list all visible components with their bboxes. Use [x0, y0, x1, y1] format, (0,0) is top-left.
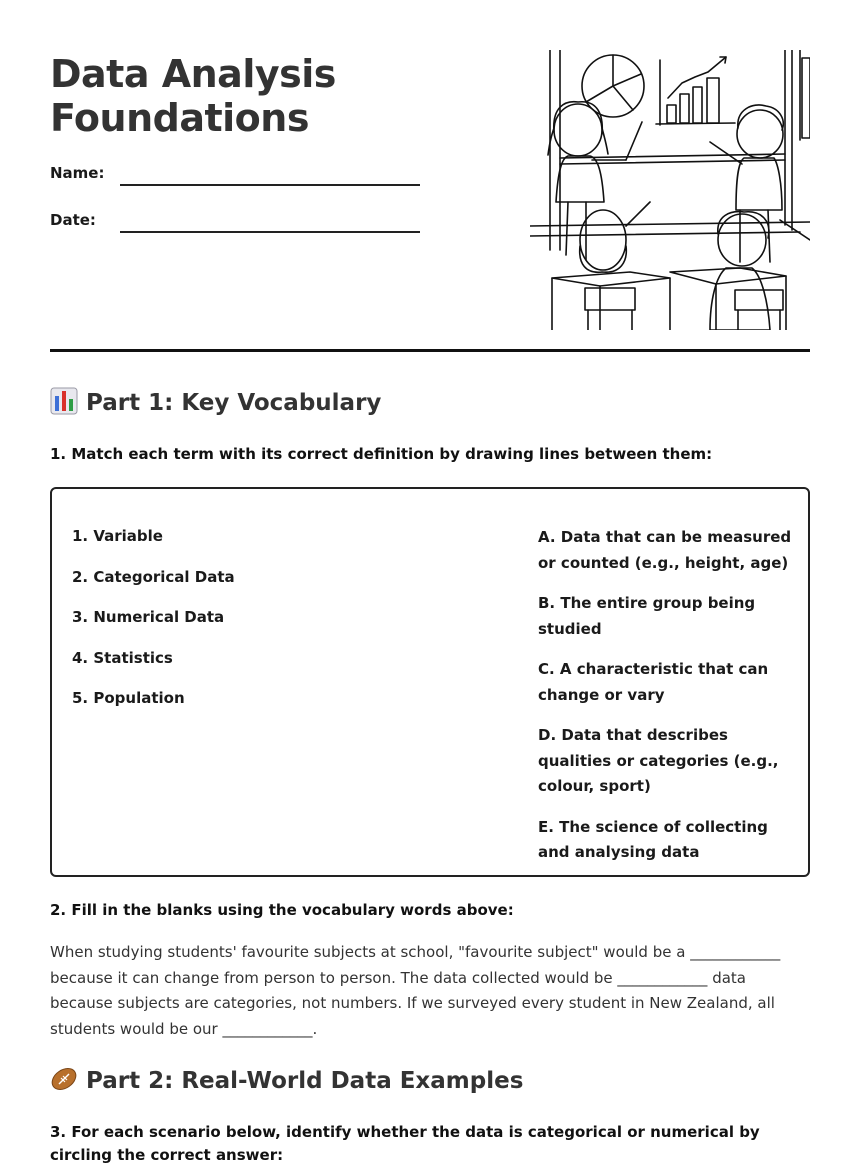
term-item[interactable]: 1. Variable: [72, 527, 163, 545]
term-item[interactable]: 3. Numerical Data: [72, 608, 225, 626]
part1-title: Part 1: Key Vocabulary: [86, 390, 382, 416]
term-item[interactable]: 2. Categorical Data: [72, 567, 235, 586]
definition-item[interactable]: B. The entire group being studied: [538, 594, 756, 638]
worksheet-title: [50, 52, 430, 140]
date-field[interactable]: [50, 211, 430, 241]
name-field[interactable]: [50, 164, 430, 194]
bar-chart-icon: [50, 387, 78, 415]
title-line-2: Foundations: [50, 96, 309, 140]
question-1: 1. Match each term with its correct definition by drawing lines between them:: [50, 445, 713, 463]
term-item[interactable]: 4. Statistics: [72, 648, 173, 667]
part1-heading: [50, 387, 381, 419]
fill-in-paragraph: When studying students' favourite subjects at school, "favourite subject" would be a ____________ because it can change from person to person. The data collected would be ____________ data because subjects are categories, not numbers. If we surveyed every student in New Zealand, all students would be our ____________.: [50, 943, 781, 1038]
classroom-illustration: [530, 50, 810, 330]
rugby-ball-icon: [50, 1065, 78, 1093]
date-label: Date:: [50, 211, 96, 229]
definition-item[interactable]: D. Data that describes qualities or categories (e.g., colour, sport): [538, 726, 779, 795]
matching-box: [50, 487, 810, 877]
definition-item[interactable]: E. The science of collecting and analysing data: [538, 817, 768, 861]
name-line[interactable]: [120, 184, 420, 186]
date-line[interactable]: [120, 231, 420, 233]
header-divider: [50, 349, 810, 352]
question-2: 2. Fill in the blanks using the vocabulary words above:: [50, 901, 514, 919]
definition-item[interactable]: A. Data that can be measured or counted (e.g., height, age): [538, 528, 792, 572]
term-item[interactable]: 5. Population: [72, 689, 185, 707]
part2-heading: [50, 1065, 523, 1097]
question-3: 3. For each scenario below, identify whether the data is categorical or numerical by circling the correct answer:: [50, 1123, 760, 1164]
title-line-1: Data Analysis: [50, 52, 336, 96]
part2-title: Part 2: Real-World Data Examples: [86, 1068, 524, 1094]
terms-list: [72, 525, 235, 728]
definitions-list: [538, 525, 793, 881]
definition-item[interactable]: C. A characteristic that can change or vary: [538, 660, 769, 704]
worksheet-header: [50, 50, 810, 330]
name-label: Name:: [50, 164, 105, 182]
